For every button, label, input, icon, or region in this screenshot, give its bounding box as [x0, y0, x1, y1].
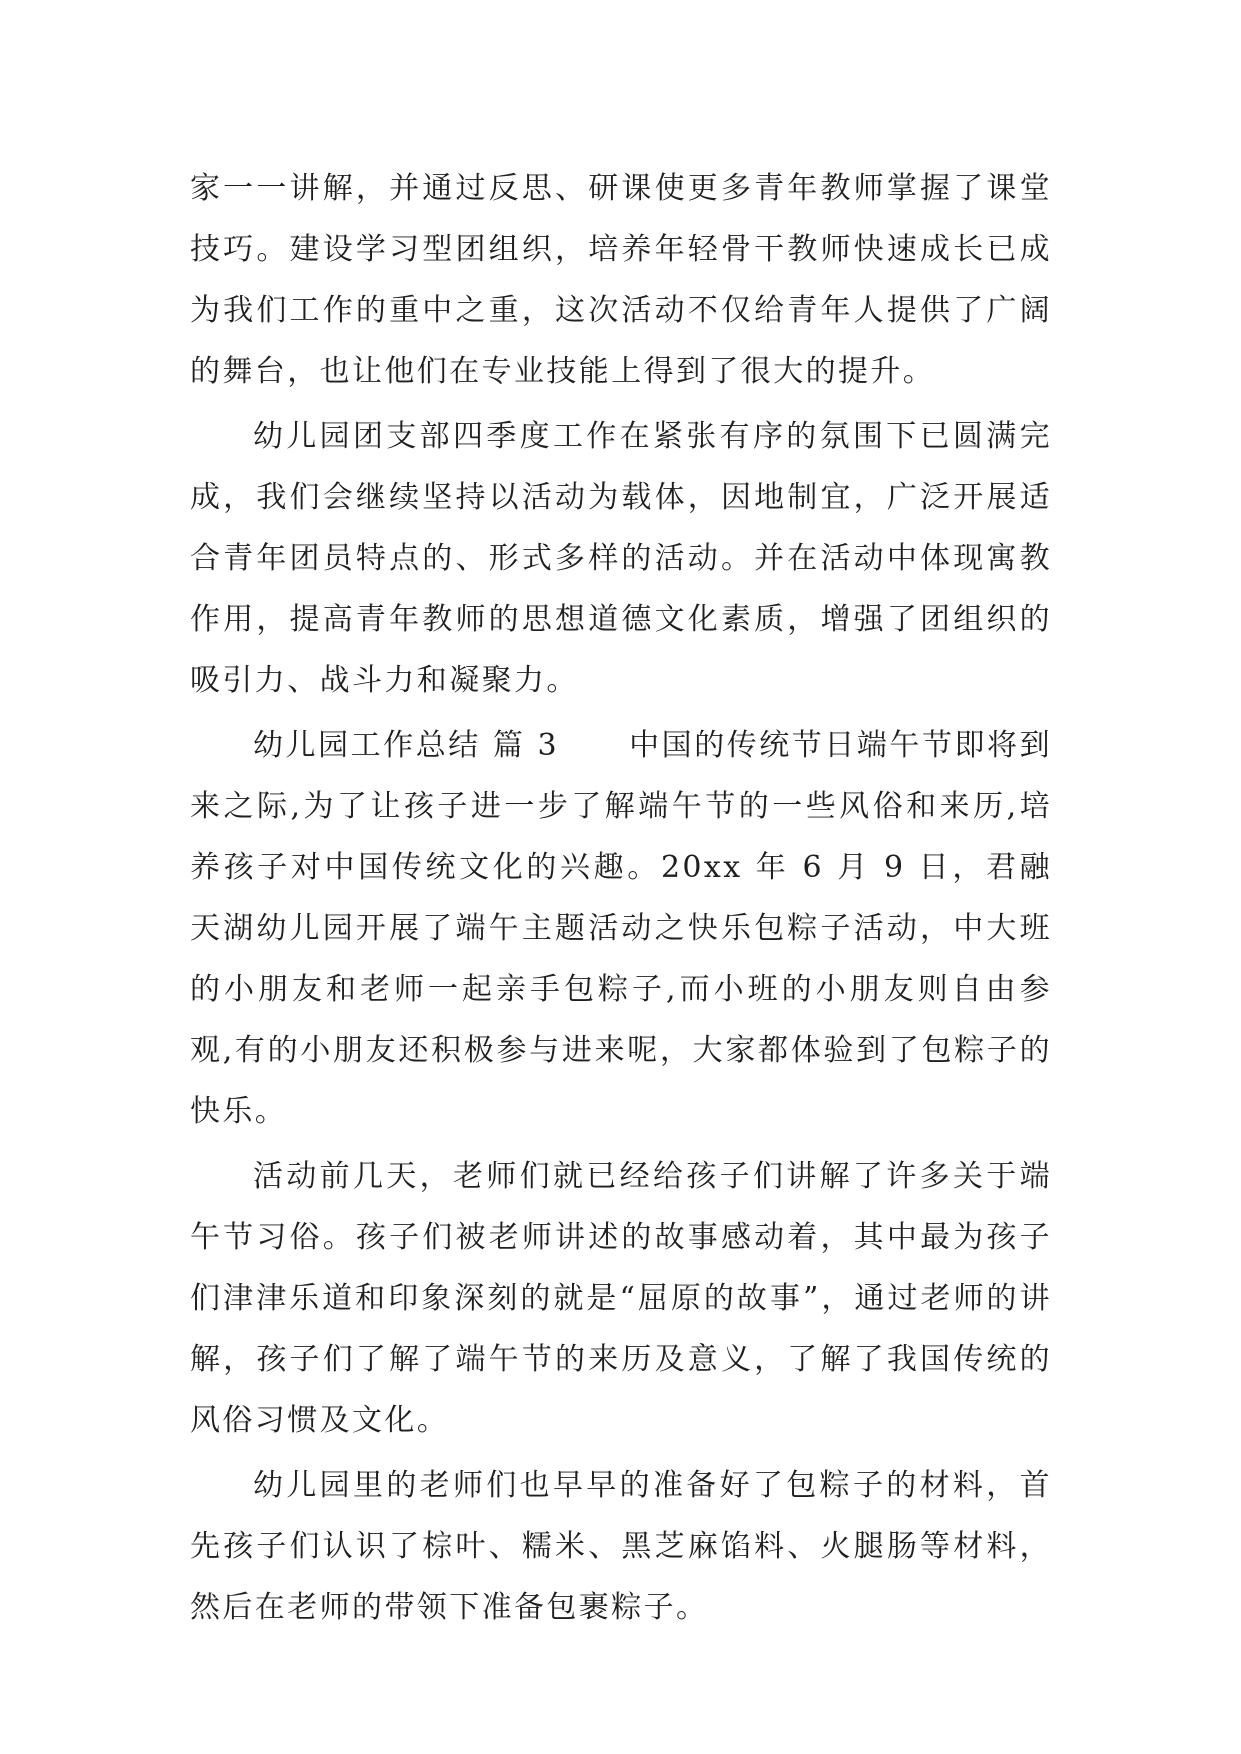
paragraph-2-text: 幼儿园团支部四季度工作在紧张有序的氛围下已圆满完成，我们会继续坚持以活动为载体，因地制宜，广泛开展适合青年团员特点的、形式多样的活动。并在活动中体现寓教作用，提高青年教师的思想道德文化素质，增强了团组织的吸引力、战斗力和凝聚力。	[190, 419, 1052, 698]
paragraph-3-text: 中国的传统节日端午节即将到来之际,为了让孩子进一步了解端午节的一些风俗和来历,培养孩子对中国传统文化的兴趣。20xx 年 6 月 9 日，君融天湖幼儿园开展了端午主题活动之快乐包粽子活动，中大班的小朋友和老师一起亲手包粽子,而小班的小朋友则自由参观,有的小朋友还积极参与进来呢，大家都体验到了包粽子的快乐。	[190, 728, 1052, 1129]
paragraph-3	[190, 715, 1052, 1142]
document-body	[190, 158, 1052, 1642]
paragraph-2	[190, 406, 1052, 711]
paragraph-1-text: 家一一讲解，并通过反思、研课使更多青年教师掌握了课堂技巧。建设学习型团组织，培养年轻骨干教师快速成长已成为我们工作的重中之重，这次活动不仅给青年人提供了广阔的舞台，也让他们在专业技能上得到了很大的提升。	[190, 171, 1052, 389]
paragraph-1	[190, 158, 1052, 402]
paragraph-4	[190, 1146, 1052, 1451]
paragraph-5	[190, 1455, 1052, 1638]
section-heading: 幼儿园工作总结 篇 3	[253, 728, 559, 763]
paragraph-5-text: 幼儿园里的老师们也早早的准备好了包粽子的材料，首先孩子们认识了棕叶、糯米、黑芝麻馅料、火腿肠等材料，然后在老师的带领下准备包裹粽子。	[190, 1468, 1052, 1625]
paragraph-4-text: 活动前几天，老师们就已经给孩子们讲解了许多关于端午节习俗。孩子们被老师讲述的故事感动着，其中最为孩子们津津乐道和印象深刻的就是“屈原的故事”，通过老师的讲解，孩子们了解了端午节的来历及意义，了解了我国传统的风俗习惯及文化。	[190, 1159, 1052, 1438]
